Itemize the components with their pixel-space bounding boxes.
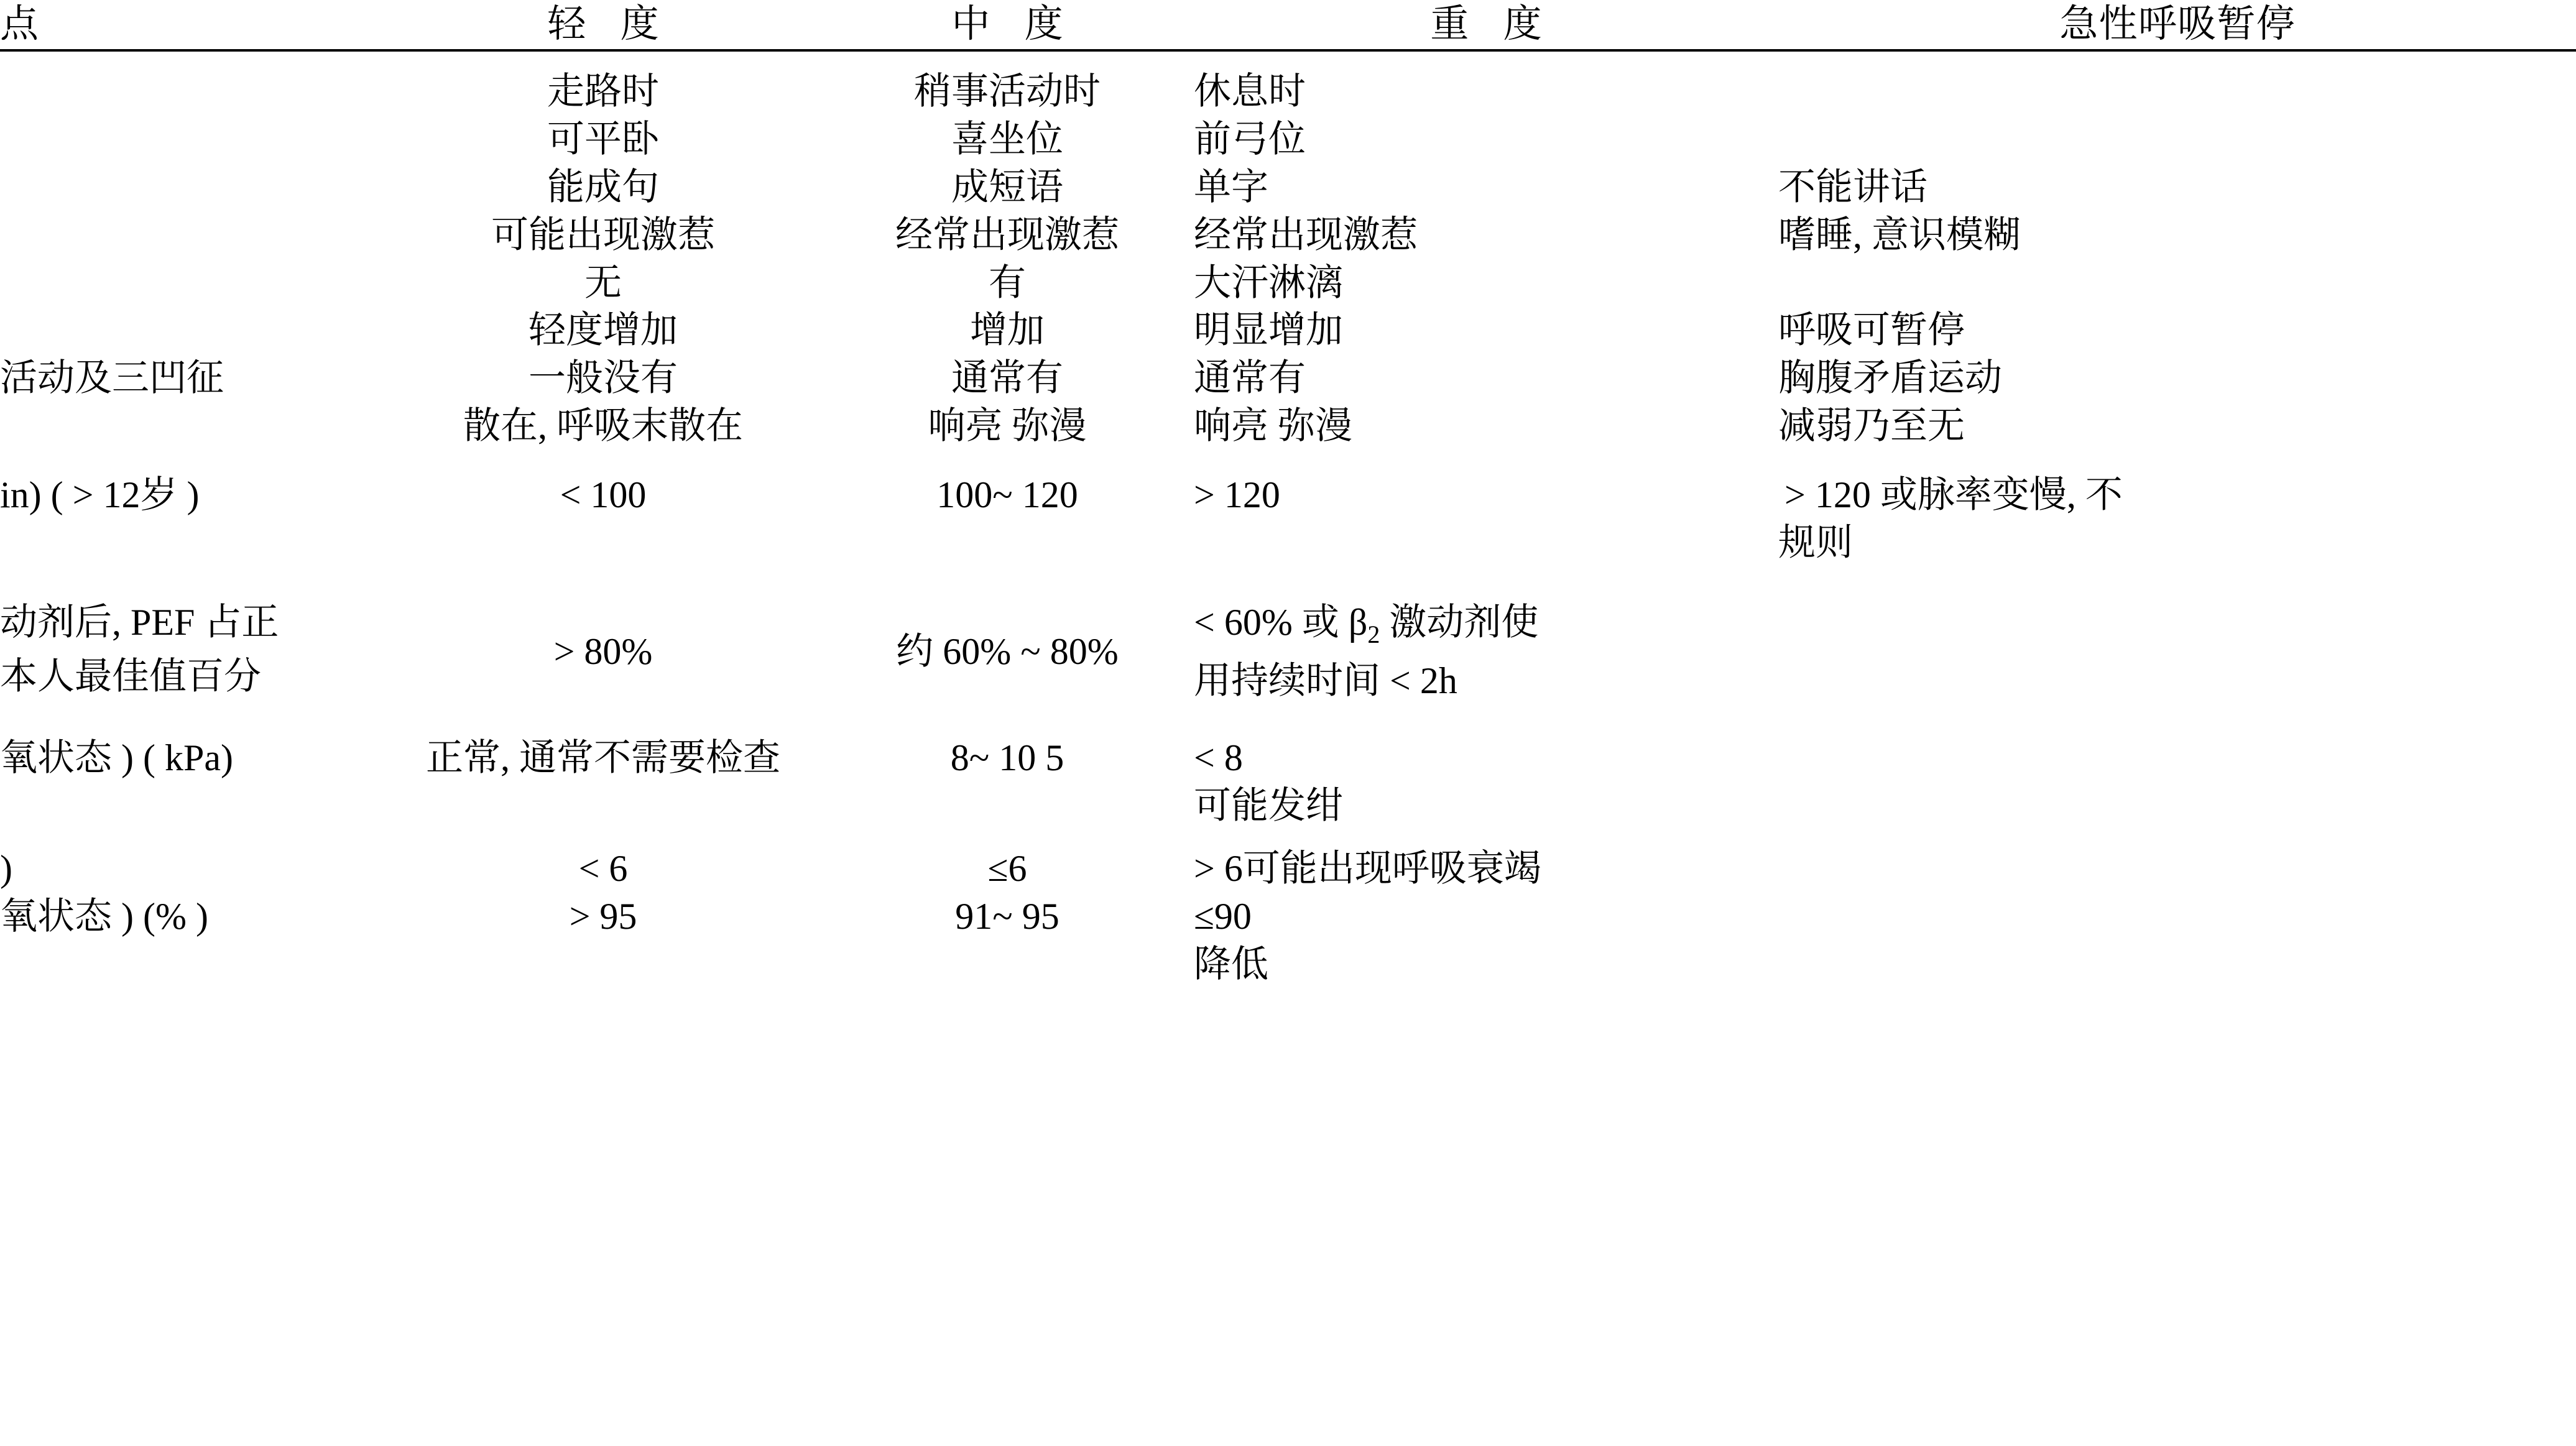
table-row-paco2 xyxy=(0,845,2576,893)
table-row-sao2 xyxy=(0,893,2576,941)
row-label xyxy=(0,306,385,354)
row-severe: 前弓位 xyxy=(1194,119,1306,160)
row-severe: 响亮 弥漫 xyxy=(1194,405,1352,446)
row-moderate: 有 xyxy=(989,262,1026,303)
row-apnea: 呼吸可暂停 xyxy=(1778,310,1965,351)
spacer-row xyxy=(0,450,2576,471)
spacer-cell xyxy=(0,450,2576,471)
spacer-row xyxy=(0,830,2576,845)
row-severe: 降低 xyxy=(1194,943,1268,985)
row-apnea xyxy=(1778,259,2576,307)
apnea-line-1: > 120 或脉率变慢, 不 xyxy=(1784,474,2123,515)
row-mild: 可能出现激惹 xyxy=(491,214,715,256)
table-header-row xyxy=(0,0,2576,50)
row-moderate: 响亮 弥漫 xyxy=(928,405,1087,446)
row-label xyxy=(0,68,385,116)
row-label xyxy=(0,402,385,450)
row-severe: > 120 xyxy=(1194,474,1280,515)
row-apnea xyxy=(1778,845,2576,893)
beta-subscript: 2 xyxy=(1367,620,1380,649)
row-label: 活动及三凹征 xyxy=(0,357,224,399)
row-label xyxy=(0,259,385,307)
table-row-heart-rate xyxy=(0,471,2576,567)
header-cell-moderate: 中 度 xyxy=(951,3,1076,45)
row-moderate: 8~ 10 5 xyxy=(950,737,1064,779)
row-severe: 明显增加 xyxy=(1194,310,1343,351)
row-apnea xyxy=(1778,734,2576,782)
row-severe: ≤90 xyxy=(1194,895,1252,937)
row-label xyxy=(0,941,385,988)
header-cell-severe: 重 度 xyxy=(1430,3,1554,45)
header-cell-apnea: 急性呼吸暂停 xyxy=(2059,3,2296,45)
row-mild: 一般没有 xyxy=(529,357,678,399)
table-row-cyanosis xyxy=(0,782,2576,830)
row-apnea xyxy=(1778,116,2576,163)
row-moderate: 成短语 xyxy=(951,166,1063,208)
row-label xyxy=(0,163,385,211)
row-mild: 走路时 xyxy=(547,71,659,113)
table-row xyxy=(0,163,2576,211)
row-mild: 散在, 呼吸末散在 xyxy=(463,405,743,446)
row-mild: 可平卧 xyxy=(547,119,659,160)
table-row xyxy=(0,116,2576,163)
severe-line-1 xyxy=(1194,599,2576,650)
row-severe: 通常有 xyxy=(1194,357,1306,399)
row-mild xyxy=(385,782,821,830)
row-label: ) xyxy=(0,847,12,889)
table-row xyxy=(0,354,2576,402)
row-label: 氧状态 ) ( kPa) xyxy=(0,737,233,779)
row-severe: > 6可能出现呼吸衰竭 xyxy=(1194,847,1541,889)
row-moderate: ≤6 xyxy=(987,847,1027,889)
table-row-pef xyxy=(0,599,2576,704)
row-apnea: 胸腹矛盾运动 xyxy=(1778,357,2002,399)
row-moderate: 增加 xyxy=(970,310,1045,351)
row-moderate: 喜坐位 xyxy=(951,119,1063,160)
row-label xyxy=(0,782,385,830)
header-cell-criteria: 点 xyxy=(0,3,50,45)
row-severe: 休息时 xyxy=(1194,71,1306,113)
row-label-line-1: 动剂后, PEF 占正 xyxy=(0,602,279,643)
table-row xyxy=(0,68,2576,116)
row-moderate: 稍事活动时 xyxy=(914,71,1101,113)
row-apnea: 嗜睡, 意识模糊 xyxy=(1778,214,2021,256)
row-mild: 轻度增加 xyxy=(529,310,678,351)
row-apnea xyxy=(1778,893,2576,941)
row-moderate: 通常有 xyxy=(951,357,1063,399)
row-mild: 能成句 xyxy=(547,166,659,208)
row-mild: > 80% xyxy=(553,630,653,672)
row-mild xyxy=(385,941,821,988)
row-mild: 无 xyxy=(584,262,622,303)
row-severe xyxy=(1194,599,2576,704)
beta-prefix: < 60% 或 β xyxy=(1194,602,1368,643)
row-apnea xyxy=(1778,68,2576,116)
row-apnea: 不能讲话 xyxy=(1778,166,1927,208)
row-apnea xyxy=(1778,471,2576,567)
row-label: 氧状态 ) (% ) xyxy=(0,895,208,937)
row-severe: 大汗淋漓 xyxy=(1194,262,1343,303)
spacer-row xyxy=(0,704,2576,734)
row-moderate: 100~ 120 xyxy=(936,474,1078,515)
spacer-cell xyxy=(0,50,2576,68)
row-label xyxy=(0,116,385,163)
spacer-row xyxy=(0,566,2576,599)
table-row xyxy=(0,402,2576,450)
table-row xyxy=(0,211,2576,259)
row-apnea xyxy=(1778,782,2576,830)
row-moderate xyxy=(821,941,1194,988)
row-label xyxy=(0,599,385,704)
row-severe: < 8 xyxy=(1194,737,1243,779)
row-apnea: 减弱乃至无 xyxy=(1778,405,1965,446)
row-mild: > 95 xyxy=(569,895,637,937)
row-severe: 单字 xyxy=(1194,166,1268,208)
spacer-cell xyxy=(0,830,2576,845)
row-mild: 正常, 通常不需要检查 xyxy=(426,737,780,779)
row-severe: 可能发绀 xyxy=(1194,785,1343,827)
table-row xyxy=(0,259,2576,307)
spacer-cell xyxy=(0,566,2576,599)
row-mild: < 6 xyxy=(578,847,628,889)
table-row-ph xyxy=(0,941,2576,988)
row-label: in) ( > 12岁 ) xyxy=(0,474,200,515)
row-moderate: 91~ 95 xyxy=(955,895,1059,937)
severe-gap xyxy=(1194,651,2576,657)
row-label-line-2: 本人最佳值百分 xyxy=(0,656,261,698)
row-moderate xyxy=(821,782,1194,830)
row-mild: < 100 xyxy=(560,474,647,515)
header-cell-mild: 轻 度 xyxy=(547,3,672,45)
spacer-row xyxy=(0,50,2576,68)
spacer-cell xyxy=(0,704,2576,734)
row-severe: 经常出现激惹 xyxy=(1194,214,1418,256)
row-label xyxy=(0,211,385,259)
row-apnea xyxy=(1778,941,2576,988)
severe-line-2: 用持续时间 < 2h xyxy=(1194,660,1457,701)
table-row-pao2 xyxy=(0,734,2576,782)
row-moderate: 经常出现激惹 xyxy=(895,214,1119,256)
table-row xyxy=(0,306,2576,354)
label-gap xyxy=(0,647,385,653)
apnea-line-2: 规则 xyxy=(1778,522,1853,563)
beta-suffix: 激动剂使 xyxy=(1380,602,1539,643)
row-moderate: 约 60% ~ 80% xyxy=(896,630,1119,672)
